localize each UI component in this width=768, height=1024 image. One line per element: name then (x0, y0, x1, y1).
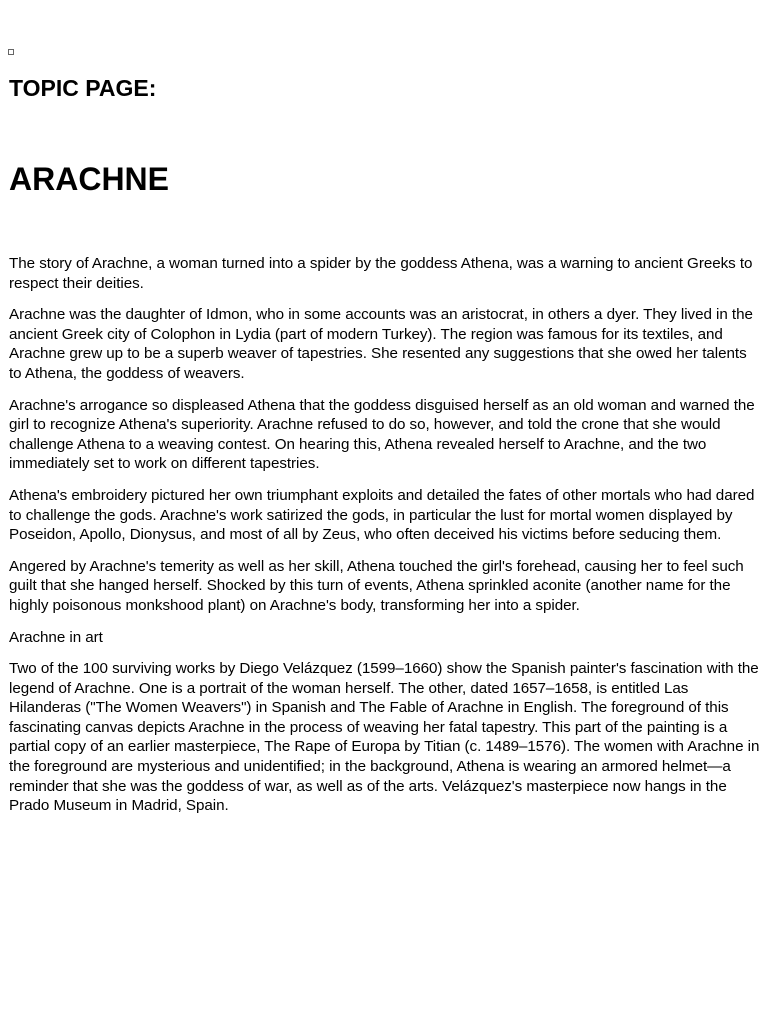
page-title: ARACHNE (9, 161, 169, 197)
paragraph-challenge: Arachne's arrogance so displeased Athena that the goddess disguised herself as an old woman and warned the girl to recognize Athena's superiority. Arachne refused to do so, however, and told the crone that she would challenge Athena to a weaving contest. On hearing this, Athena revealed herself to Arachne, and the two immediately set to work on different tapestries. (9, 396, 755, 473)
paragraph-velazquez: Two of the 100 surviving works by Diego Velázquez (1599–1660) show the Spanish painter's fascination with the legend of Arachne. One is a portrait of the woman herself. The other, dated 1657–1658, is entitled Las Hilanderas ("The Women Weavers") in Spanish and The Fable of Arachne in English. The foreground of this fascinating canvas depicts Arachne in the process of weaving her fatal tapestry. This part of the painting is a partial copy of an earlier masterpiece, The Rape of Europa by Titian (c. 1489–1576). The women with Arachne in the foreground are mysterious and unidentified; in the background, Athena is wearing an armored helmet—a reminder that she was the goddess of war, as well as of the arts. Velázquez's masterpiece now hangs in the Prado Museum in Madrid, Spain. (9, 660, 760, 815)
bullet-marker-icon (8, 49, 14, 55)
article-body (9, 254, 761, 828)
section-heading-art: Arachne in art (9, 628, 103, 646)
topic-label: TOPIC PAGE: (9, 75, 157, 101)
paragraph-tapestries: Athena's embroidery pictured her own triumphant exploits and detailed the fates of other mortals who had dared to challenge the gods. Arachne's work satirized the gods, in particular the lust for mortal women displayed by Poseidon, Apollo, Dionysus, and most of all by Zeus, who often deceived his victims before seducing them. (9, 486, 755, 544)
paragraph-transformation: Angered by Arachne's temerity as well as her skill, Athena touched the girl's forehead, causing her to feel such guilt that she hanged herself. Shocked by this turn of events, Athena sprinkled aconite (another name for the highly poisonous monkshood plant) on Arachne's body, transforming her into a spider. (9, 557, 744, 614)
paragraph-origin: Arachne was the daughter of Idmon, who in some accounts was an aristocrat, in others a dyer. They lived in the ancient Greek city of Colophon in Lydia (part of modern Turkey). The region was famous for its textiles, and Arachne grew up to be a superb weaver of tapestries. She resented any suggestions that she owed her talents to Athena, the goddess of weavers. (9, 306, 753, 382)
paragraph-intro: The story of Arachne, a woman turned into a spider by the goddess Athena, was a warning to ancient Greeks to respect their deities. (9, 255, 753, 292)
